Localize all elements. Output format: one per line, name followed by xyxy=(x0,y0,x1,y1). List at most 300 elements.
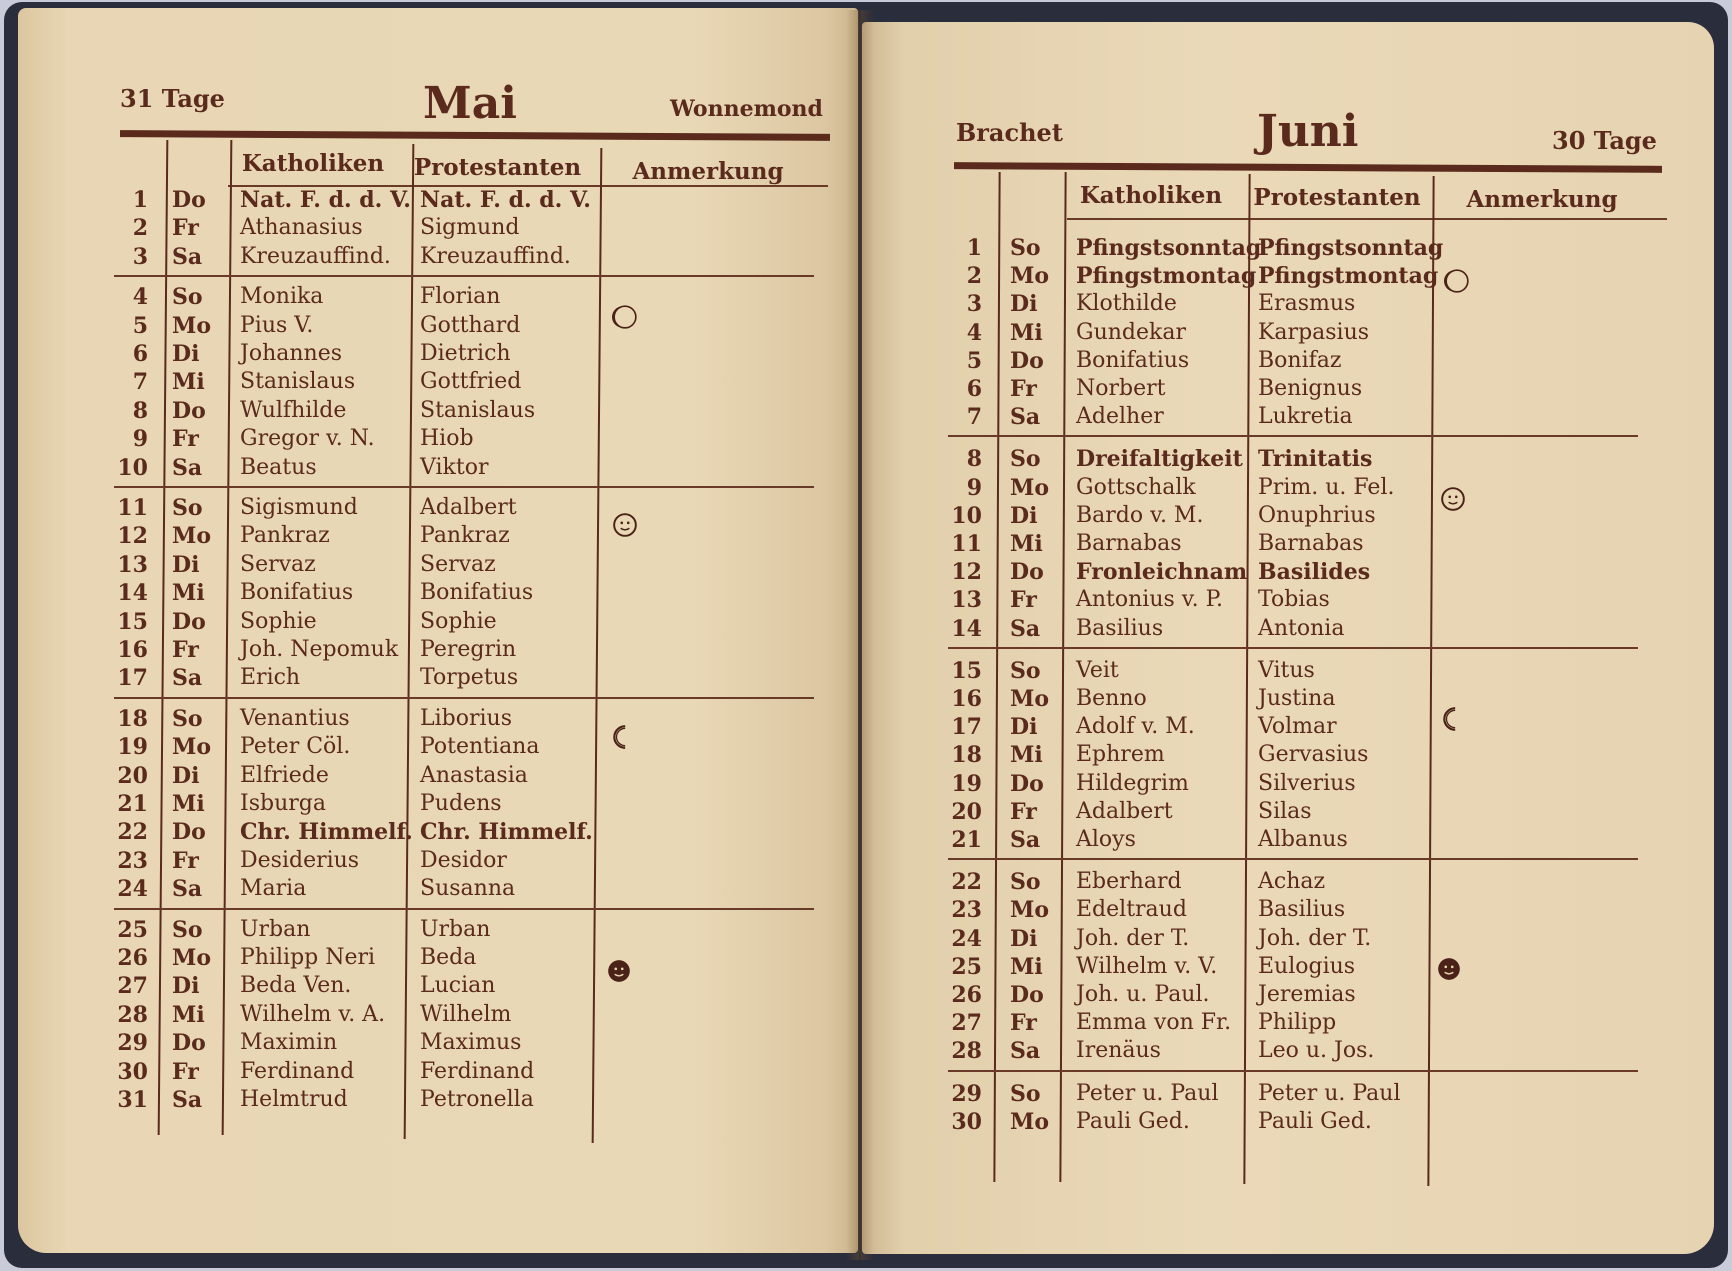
may-col-protestant: Protestanten xyxy=(413,154,582,181)
june-catholic-saint: Edeltraud xyxy=(1076,897,1187,923)
may-weekday: Do xyxy=(172,819,206,846)
june-weekday: So xyxy=(1010,657,1041,684)
june-catholic-saint: Norbert xyxy=(1076,376,1166,401)
may-protestant-saint: Gotthard xyxy=(420,312,521,338)
may-weekday: Mo xyxy=(172,734,212,761)
june-weekday: Sa xyxy=(1010,404,1041,431)
june-week-separator xyxy=(948,435,1638,437)
may-day-row xyxy=(18,818,858,846)
may-day-row xyxy=(18,579,858,607)
june-day-row xyxy=(862,925,1702,953)
june-day-row xyxy=(862,685,1702,713)
may-catholic-saint: Sigismund xyxy=(240,495,358,520)
may-weekday: Mo xyxy=(172,945,212,971)
june-catholic-saint: Barnabas xyxy=(1076,531,1182,556)
may-day-row xyxy=(18,243,858,271)
june-catholic-saint: Hildegrim xyxy=(1076,770,1189,796)
may-catholic-saint: Nat. F. d. d. V. xyxy=(240,187,411,213)
june-protestant-saint: Leo u. Jos. xyxy=(1258,1038,1375,1064)
may-day-number: 12 xyxy=(117,523,148,550)
may-week-separator xyxy=(114,486,814,488)
may-protestant-saint: Urban xyxy=(420,916,491,942)
may-weekday: Di xyxy=(172,973,200,1000)
may-catholic-saint: Servaz xyxy=(240,551,316,577)
may-weekday: Fr xyxy=(172,1058,199,1085)
june-day-row xyxy=(862,1108,1702,1136)
may-protestant-saint: Viktor xyxy=(420,454,489,480)
june-catholic-saint: Irenäus xyxy=(1076,1038,1161,1064)
june-day-row xyxy=(862,586,1702,614)
june-day-row xyxy=(862,558,1702,586)
june-day-row xyxy=(862,953,1702,981)
may-protestant-saint: Beda xyxy=(420,945,477,970)
may-day-number: 25 xyxy=(117,916,148,943)
june-catholic-saint: Pfingstmontag xyxy=(1076,263,1257,290)
june-weekday: Fr xyxy=(1010,376,1037,402)
june-header-rule xyxy=(954,162,1662,173)
may-day-number: 26 xyxy=(117,945,148,971)
may-day-number: 21 xyxy=(117,791,148,817)
june-days-count: 30 Tage xyxy=(1552,126,1657,155)
last-quarter-moon-icon xyxy=(612,304,636,328)
may-catholic-saint: Bonifatius xyxy=(240,580,354,606)
may-day-row xyxy=(18,636,858,664)
june-day-number: 6 xyxy=(966,376,982,402)
june-protestant-saint: Antonia xyxy=(1258,615,1345,641)
may-weekday: Mo xyxy=(172,312,212,339)
june-catholic-saint: Adalbert xyxy=(1076,798,1173,824)
june-day-row xyxy=(862,1009,1702,1037)
june-catholic-saint: Adolf v. M. xyxy=(1076,714,1195,740)
may-weekday: Sa xyxy=(172,665,203,692)
june-catholic-saint: Adelher xyxy=(1076,404,1164,430)
may-protestant-saint: Sophie xyxy=(420,608,497,634)
may-header-rule xyxy=(120,130,830,141)
june-day-row xyxy=(862,1080,1702,1108)
may-protestant-saint: Pankraz xyxy=(420,523,510,549)
june-day-number: 12 xyxy=(951,559,982,586)
may-weekday: Fr xyxy=(172,847,199,874)
june-day-number: 2 xyxy=(966,263,982,290)
june-day-row xyxy=(862,347,1702,375)
last-quarter-moon-icon xyxy=(1444,268,1468,292)
may-catholic-saint: Venantius xyxy=(240,705,350,731)
may-catholic-saint: Gregor v. N. xyxy=(240,426,375,452)
may-day-number: 6 xyxy=(132,341,148,367)
may-weekday: Sa xyxy=(172,243,203,270)
may-col-note: Anmerkung xyxy=(632,158,784,185)
june-protestant-saint: Philipp xyxy=(1258,1010,1337,1036)
may-weekday: Sa xyxy=(172,1087,203,1113)
june-weekday: Mo xyxy=(1010,897,1050,924)
june-catholic-saint: Emma von Fr. xyxy=(1076,1010,1232,1036)
may-catholic-saint: Beatus xyxy=(240,454,317,480)
may-catholic-saint: Sophie xyxy=(240,608,317,634)
june-day-row xyxy=(862,290,1702,318)
june-day-number: 22 xyxy=(951,869,982,896)
june-weekday: Do xyxy=(1010,559,1044,586)
june-day-number: 24 xyxy=(951,925,982,952)
may-day-number: 8 xyxy=(132,397,148,424)
june-day-number: 21 xyxy=(951,827,982,853)
may-catholic-saint: Pius V. xyxy=(240,312,314,338)
may-protestant-saint: Wilhelm xyxy=(420,1001,512,1027)
june-protestant-saint: Jeremias xyxy=(1258,982,1356,1007)
may-title: Mai xyxy=(423,78,517,129)
june-weekday: Di xyxy=(1010,925,1038,952)
june-day-number: 30 xyxy=(951,1108,982,1135)
june-protestant-saint: Silverius xyxy=(1258,770,1356,796)
may-protestant-saint: Bonifatius xyxy=(420,580,534,606)
may-day-row xyxy=(18,916,858,944)
june-weekday: Mo xyxy=(1010,474,1050,501)
june-protestant-saint: Eulogius xyxy=(1258,953,1356,979)
june-week-separator xyxy=(948,1070,1638,1072)
may-week-separator xyxy=(114,908,814,910)
may-protestant-saint: Susanna xyxy=(420,876,516,902)
june-catholic-saint: Basilius xyxy=(1076,615,1164,641)
june-title: Juni xyxy=(1257,106,1359,157)
june-day-number: 1 xyxy=(966,235,982,261)
may-day-row xyxy=(18,944,858,972)
june-week-separator xyxy=(948,858,1638,860)
may-day-row xyxy=(18,608,858,636)
may-protestant-saint: Peregrin xyxy=(420,637,517,662)
may-day-number: 17 xyxy=(117,665,148,692)
june-day-number: 3 xyxy=(966,291,982,318)
may-weekday: Di xyxy=(172,762,200,789)
june-day-number: 10 xyxy=(951,502,982,529)
may-catholic-saint: Johannes xyxy=(240,341,342,366)
may-day-row xyxy=(18,368,858,396)
june-day-number: 15 xyxy=(951,657,982,684)
may-day-row xyxy=(18,397,858,425)
june-day-row xyxy=(862,713,1702,741)
may-catholic-saint: Beda Ven. xyxy=(240,973,352,999)
june-day-row xyxy=(862,319,1702,347)
june-weekday: Sa xyxy=(1010,1038,1041,1065)
june-weekday: Mo xyxy=(1010,686,1050,712)
june-catholic-saint: Pauli Ged. xyxy=(1076,1108,1190,1134)
may-day-number: 16 xyxy=(117,637,148,663)
may-weekday: Do xyxy=(172,1030,206,1057)
may-day-row xyxy=(18,875,858,903)
may-day-row xyxy=(18,214,858,242)
june-protestant-saint: Karpasius xyxy=(1258,319,1370,345)
june-catholic-saint: Antonius v. P. xyxy=(1076,587,1223,613)
may-day-number: 7 xyxy=(132,369,148,396)
may-day-row xyxy=(18,454,858,482)
june-day-row xyxy=(862,770,1702,798)
june-day-number: 11 xyxy=(951,531,982,557)
june-day-row xyxy=(862,262,1702,290)
may-day-number: 18 xyxy=(117,705,148,732)
may-protestant-saint: Stanislaus xyxy=(420,397,536,423)
may-protestant-saint: Sigmund xyxy=(420,215,520,241)
june-catholic-saint: Gundekar xyxy=(1076,319,1186,345)
full-moon-moon-icon xyxy=(606,958,630,982)
may-alt-name: Wonnemond xyxy=(670,96,823,122)
may-weekday: Fr xyxy=(172,637,199,663)
may-day-row xyxy=(18,762,858,790)
may-weekday: So xyxy=(172,495,203,521)
may-protestant-saint: Florian xyxy=(420,284,501,310)
may-day-number: 14 xyxy=(117,580,148,607)
may-protestant-saint: Dietrich xyxy=(420,341,511,366)
may-catholic-saint: Chr. Himmelf. xyxy=(240,819,413,846)
june-day-row xyxy=(862,530,1702,558)
may-protestant-saint: Nat. F. d. d. V. xyxy=(420,187,591,213)
may-weekday: Fr xyxy=(172,215,199,242)
may-catholic-saint: Philipp Neri xyxy=(240,945,376,970)
may-weekday: So xyxy=(172,284,203,311)
may-weekday: Di xyxy=(172,551,200,578)
june-day-number: 20 xyxy=(951,798,982,825)
may-day-number: 31 xyxy=(117,1087,148,1113)
may-day-row xyxy=(18,425,858,453)
may-catholic-saint: Athanasius xyxy=(240,215,363,241)
june-protestant-saint: Barnabas xyxy=(1258,531,1364,556)
may-day-number: 29 xyxy=(117,1030,148,1057)
may-catholic-saint: Maximin xyxy=(240,1030,338,1056)
may-protestant-saint: Maximus xyxy=(420,1030,522,1056)
may-day-row xyxy=(18,972,858,1000)
june-day-number: 23 xyxy=(951,897,982,924)
may-protestant-saint: Chr. Himmelf. xyxy=(420,819,593,846)
may-weekday: Do xyxy=(172,397,206,424)
june-day-row xyxy=(862,657,1702,685)
may-catholic-saint: Maria xyxy=(240,876,307,902)
june-day-row xyxy=(862,826,1702,854)
may-days-count: 31 Tage xyxy=(120,84,225,113)
may-day-number: 20 xyxy=(117,762,148,789)
june-protestant-saint: Benignus xyxy=(1258,376,1363,401)
june-protestant-saint: Albanus xyxy=(1258,827,1348,852)
june-day-number: 18 xyxy=(951,742,982,769)
june-protestant-saint: Pauli Ged. xyxy=(1258,1108,1372,1134)
june-day-row xyxy=(862,615,1702,643)
may-catholic-saint: Kreuzauffind. xyxy=(240,243,391,269)
may-day-number: 24 xyxy=(117,876,148,903)
june-day-number: 28 xyxy=(951,1038,982,1065)
may-day-number: 5 xyxy=(132,312,148,339)
june-day-number: 26 xyxy=(951,982,982,1008)
may-catholic-saint: Urban xyxy=(240,916,311,942)
june-col-protestant: Protestanten xyxy=(1253,184,1421,211)
may-col-catholic: Katholiken xyxy=(241,150,385,177)
may-protestant-saint: Pudens xyxy=(420,791,502,816)
june-weekday: Fr xyxy=(1010,798,1037,825)
june-day-number: 14 xyxy=(951,615,982,642)
may-day-row xyxy=(18,283,858,311)
may-day-row xyxy=(18,1058,858,1086)
may-day-row xyxy=(18,1086,858,1114)
june-day-number: 29 xyxy=(951,1080,982,1107)
may-protestant-saint: Anastasia xyxy=(420,762,528,788)
june-catholic-saint: Eberhard xyxy=(1076,869,1182,895)
full-moon-moon-icon xyxy=(1436,956,1460,980)
may-weekday: Fr xyxy=(172,426,199,453)
june-protestant-saint: Erasmus xyxy=(1258,291,1356,317)
may-catholic-saint: Stanislaus xyxy=(240,369,356,395)
june-catholic-saint: Joh. der T. xyxy=(1076,925,1190,951)
may-day-number: 13 xyxy=(117,551,148,578)
may-weekday: Do xyxy=(172,608,206,635)
june-day-number: 25 xyxy=(951,953,982,980)
june-weekday: Sa xyxy=(1010,615,1041,642)
june-protestant-saint: Silas xyxy=(1258,798,1312,824)
may-week-separator xyxy=(114,697,814,699)
june-catholic-saint: Pfingstsonntag xyxy=(1076,235,1262,261)
june-day-number: 7 xyxy=(966,404,982,431)
june-catholic-saint: Gottschalk xyxy=(1076,474,1196,500)
june-day-row xyxy=(862,741,1702,769)
new-moon-moon-icon xyxy=(612,512,636,536)
june-day-number: 17 xyxy=(951,714,982,741)
may-weekday: So xyxy=(172,705,203,732)
may-day-row xyxy=(18,1001,858,1029)
may-day-number: 1 xyxy=(132,187,148,213)
may-day-number: 2 xyxy=(132,215,148,242)
june-day-row xyxy=(862,896,1702,924)
may-catholic-saint: Helmtrud xyxy=(240,1087,348,1112)
june-protestant-saint: Gervasius xyxy=(1258,742,1369,768)
june-weekday: Mi xyxy=(1010,953,1043,980)
first-quarter-moon-icon xyxy=(610,724,634,748)
may-day-row xyxy=(18,664,858,692)
may-day-number: 19 xyxy=(117,734,148,761)
may-day-number: 4 xyxy=(132,284,148,311)
may-day-row xyxy=(18,340,858,368)
may-catholic-saint: Wulfhilde xyxy=(240,397,347,423)
june-weekday: Do xyxy=(1010,770,1044,797)
june-weekday: Fr xyxy=(1010,1010,1037,1037)
june-week-separator xyxy=(948,647,1638,649)
june-day-number: 9 xyxy=(966,474,982,501)
may-protestant-saint: Torpetus xyxy=(420,665,519,691)
june-day-row xyxy=(862,375,1702,403)
may-day-number: 9 xyxy=(132,426,148,453)
june-weekday: Mi xyxy=(1010,319,1043,346)
may-day-row xyxy=(18,494,858,522)
june-catholic-saint: Joh. u. Paul. xyxy=(1076,982,1210,1007)
may-weekday: Sa xyxy=(172,876,203,903)
book-gutter xyxy=(846,10,874,1260)
june-weekday: So xyxy=(1010,1080,1041,1107)
june-weekday: Di xyxy=(1010,714,1038,741)
june-protestant-saint: Volmar xyxy=(1258,714,1337,740)
june-catholic-saint: Aloys xyxy=(1076,827,1136,852)
may-day-row xyxy=(18,847,858,875)
may-weekday: Di xyxy=(172,341,200,367)
june-day-row xyxy=(862,234,1702,262)
may-day-row xyxy=(18,705,858,733)
june-day-row xyxy=(862,1037,1702,1065)
june-protestant-saint: Basilides xyxy=(1258,559,1371,586)
may-protestant-saint: Potentiana xyxy=(420,734,540,760)
june-catholic-saint: Ephrem xyxy=(1076,742,1165,768)
june-day-row xyxy=(862,868,1702,896)
june-weekday: So xyxy=(1010,235,1041,261)
page-may xyxy=(18,8,858,1253)
june-day-row xyxy=(862,798,1702,826)
may-day-row xyxy=(18,186,858,214)
may-weekday: So xyxy=(172,916,203,943)
june-protestant-saint: Onuphrius xyxy=(1258,502,1376,528)
may-weekday: Mo xyxy=(172,523,212,550)
june-col-catholic: Katholiken xyxy=(1079,182,1223,209)
june-weekday: Sa xyxy=(1010,827,1041,853)
june-protestant-saint: Tobias xyxy=(1258,587,1330,613)
june-colhead-underline xyxy=(1067,218,1667,220)
may-catholic-saint: Desiderius xyxy=(240,847,360,873)
june-col-note: Anmerkung xyxy=(1466,186,1618,213)
may-week-separator xyxy=(114,275,814,277)
may-protestant-saint: Lucian xyxy=(420,973,496,999)
june-weekday: Mo xyxy=(1010,263,1050,290)
may-protestant-saint: Liborius xyxy=(420,705,512,731)
page-june xyxy=(862,22,1714,1254)
may-weekday: Do xyxy=(172,187,206,213)
may-day-number: 11 xyxy=(117,495,148,521)
june-catholic-saint: Bardo v. M. xyxy=(1076,502,1204,528)
june-day-row xyxy=(862,403,1702,431)
may-catholic-saint: Pankraz xyxy=(240,523,330,549)
june-alt-name: Brachet xyxy=(956,118,1063,147)
may-catholic-saint: Wilhelm v. A. xyxy=(240,1001,386,1027)
may-catholic-saint: Elfriede xyxy=(240,762,329,788)
june-catholic-saint: Wilhelm v. V. xyxy=(1076,953,1218,979)
may-catholic-saint: Erich xyxy=(240,665,301,691)
june-catholic-saint: Benno xyxy=(1076,686,1147,711)
june-protestant-saint: Prim. u. Fel. xyxy=(1258,474,1395,500)
may-catholic-saint: Peter Cöl. xyxy=(240,734,351,760)
june-protestant-saint: Vitus xyxy=(1258,657,1315,683)
may-catholic-saint: Monika xyxy=(240,284,324,310)
june-day-row xyxy=(862,445,1702,473)
may-day-row xyxy=(18,312,858,340)
june-weekday: Mi xyxy=(1010,742,1043,769)
may-protestant-saint: Gottfried xyxy=(420,369,522,395)
may-catholic-saint: Ferdinand xyxy=(240,1058,355,1084)
may-day-row xyxy=(18,733,858,761)
may-day-number: 30 xyxy=(117,1058,148,1085)
may-catholic-saint: Joh. Nepomuk xyxy=(240,637,399,662)
june-protestant-saint: Basilius xyxy=(1258,897,1346,923)
may-protestant-saint: Servaz xyxy=(420,551,496,577)
may-protestant-saint: Desidor xyxy=(420,847,507,873)
may-protestant-saint: Hiob xyxy=(420,426,474,452)
first-quarter-moon-icon xyxy=(1440,706,1464,730)
june-weekday: Mo xyxy=(1010,1108,1050,1135)
new-moon-moon-icon xyxy=(1440,486,1464,510)
june-catholic-saint: Bonifatius xyxy=(1076,347,1190,373)
june-protestant-saint: Peter u. Paul xyxy=(1258,1080,1401,1106)
june-protestant-saint: Pfingstsonntag xyxy=(1258,235,1444,261)
may-weekday: Mi xyxy=(172,369,205,396)
june-protestant-saint: Joh. der T. xyxy=(1258,925,1372,951)
may-day-row xyxy=(18,551,858,579)
may-day-number: 10 xyxy=(117,454,148,481)
may-day-number: 3 xyxy=(132,243,148,270)
may-day-number: 28 xyxy=(117,1001,148,1028)
june-catholic-saint: Dreifaltigkeit xyxy=(1076,446,1243,473)
june-weekday: Fr xyxy=(1010,587,1037,614)
june-day-number: 5 xyxy=(966,347,982,374)
june-weekday: Do xyxy=(1010,982,1044,1008)
june-weekday: Mi xyxy=(1010,531,1043,557)
june-catholic-saint: Klothilde xyxy=(1076,291,1177,317)
